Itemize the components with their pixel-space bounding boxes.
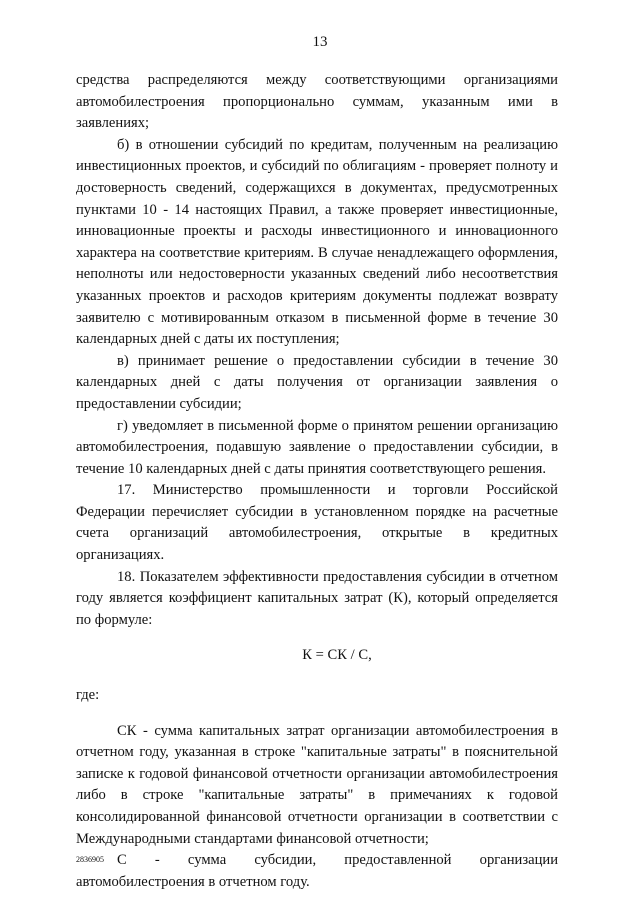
paragraph-b: б) в отношении субсидий по кредитам, полученным на реализацию инвестиционных проектов, и субсидий по облигациям - проверяет полноту и достоверность сведений, содержащихся в документах, предусмотренных пунктами 10 - 14 настоящих Правил, а также проверяет инвестиционные, инновационные проекты и расходы инвестиционного и инновационного характера на соответствие критериям. В случае ненадлежащего оформления, неполноты или недостоверности указанных сведений либо несоответствия указанных проектов и расходов критериям документы подлежат возврату заявителю с мотивированным отказом в письменной форме в течение 30 календарных дней с даты их поступления; — [76, 136, 558, 348]
definition-sk: СК - сумма капитальных затрат организации автомобилестроения в отчетном году, указанная в строке "капитальные затраты" в пояснительной записке к годовой финансовой отчетности организации автомобилестроения либо в строке "капитальные затраты" в примечаниях к годовой консолидированной финансовой отчетности организации в соответствии с Международными стандартами финансовой отчетности; — [76, 722, 558, 847]
where-label: где: — [76, 687, 100, 704]
paragraph-g: г) уведомляет в письменной форме о принятом решении организацию автомобилестроения, подавшую заявление о предоставлении субсидии, в течение 10 календарных дней с даты принятия соответствующего решения. — [76, 417, 558, 477]
paragraph-v: в) принимает решение о предоставлении субсидии в течение 30 календарных дней с даты получения от организации заявления о предоставлении субсидии; — [76, 352, 558, 412]
page-number: 13 — [312, 34, 328, 50]
paragraph-18: 18. Показателем эффективности предоставления субсидии в отчетном году является коэффициент капитальных затрат (К), который определяется по формуле: — [76, 568, 558, 628]
definition-s: С - сумма субсидии, предоставленной организации автомобилестроения в отчетном году. — [76, 852, 558, 890]
document-code: 2836905 — [76, 855, 104, 864]
document-body — [76, 70, 558, 893]
spacer — [76, 707, 558, 721]
paragraph-17: 17. Министерство промышленности и торговли Российской Федерации перечисляет субсидии в установленном порядке на расчетные счета организаций автомобилестроения, открытые в кредитных организациях. — [76, 482, 558, 564]
paragraph-continuation: средства распределяются между соответствующими организациями автомобилестроения пропорционально суммам, указанным ими в заявлениях; — [76, 72, 558, 132]
formula: К = СК / С, — [302, 647, 372, 664]
